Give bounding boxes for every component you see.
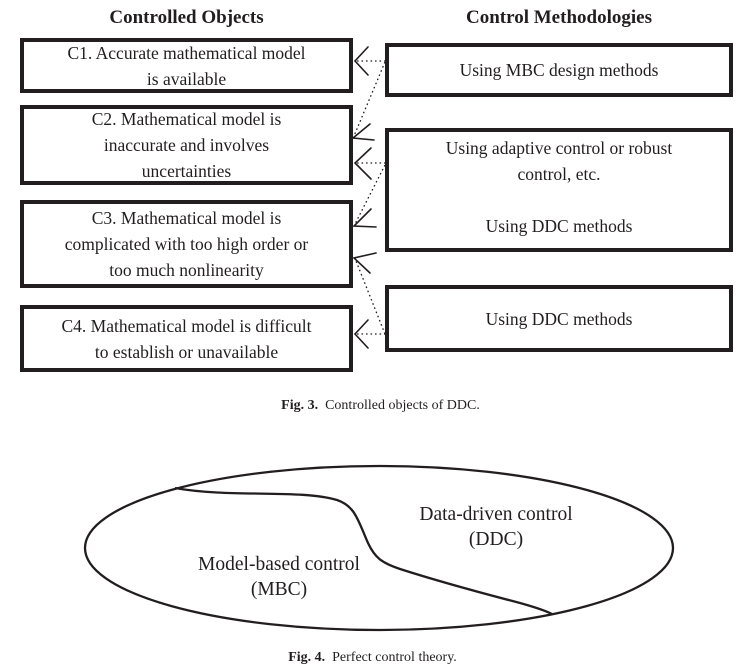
box-text-line: Using adaptive control or robust	[445, 138, 673, 158]
controlled-object-box-c3	[20, 200, 353, 288]
box-text-line: complicated with too high order or	[64, 234, 309, 254]
fig4-caption	[0, 648, 745, 668]
column-header-controlled-objects: Controlled Objects	[109, 7, 264, 28]
box-text-line: Using DDC methods	[485, 308, 633, 329]
box-text-line: uncertainties	[141, 161, 232, 181]
box-text-line: inaccurate and involves	[103, 135, 270, 155]
box-text-line: too much nonlinearity	[109, 260, 264, 280]
box-text-line: Using MBC design methods	[459, 60, 659, 80]
arrow-head-r1-to-c1	[355, 47, 368, 75]
controlled-object-box-c4	[20, 305, 353, 372]
perfect-control-ellipse	[85, 466, 673, 630]
fig4-caption-label: Fig. 4.	[288, 650, 326, 665]
mbc-label-line: Model-based control	[198, 554, 360, 575]
methodology-box-mbc	[385, 43, 733, 97]
arrow-head-r3-to-c3	[354, 253, 376, 273]
box-text-line: control, etc.	[517, 164, 601, 184]
fig3-caption-label: Fig. 3.	[281, 398, 319, 413]
ddc-label-line: Data-driven control	[419, 504, 573, 525]
arrow-head-r1-to-c2	[353, 124, 374, 140]
box-text-line: to establish or unavailable	[94, 341, 279, 362]
box-text-line: C4. Mathematical model is difficult	[61, 315, 312, 336]
arrow-line-r3-to-c3	[356, 261, 385, 334]
mbc-label-line: (MBC)	[250, 579, 308, 600]
arrow-head-r2-to-c3	[354, 209, 376, 227]
box-text-line: C2. Mathematical model is	[91, 109, 282, 129]
methodology-box-ddc	[385, 285, 733, 352]
arrow-line-r2-to-c3	[355, 165, 385, 224]
box-text-line: is available	[146, 68, 227, 89]
arrow-head-r2-to-c2	[355, 148, 371, 179]
controlled-object-box-c2	[20, 105, 353, 185]
fig3-caption	[8, 396, 745, 416]
column-header-control-methodologies: Control Methodologies	[466, 7, 652, 28]
fig4-caption-text: Perfect control theory.	[332, 650, 457, 665]
controlled-object-box-c1	[20, 38, 353, 93]
ddc-region-label	[419, 502, 572, 552]
fig3-caption-text: Controlled objects of DDC.	[325, 398, 480, 413]
methodology-box-adaptive-robust-ddc	[385, 128, 733, 252]
arrow-head-r3-to-c4	[355, 320, 368, 348]
mbc-region-label	[198, 552, 360, 602]
arrow-line-r1-to-c2	[354, 62, 385, 136]
ddc-label-line: (DDC)	[468, 529, 524, 550]
box-text-line: C1. Accurate mathematical model	[67, 42, 306, 63]
box-text-line: Using DDC methods	[485, 216, 633, 236]
box-text-line: C3. Mathematical model is	[91, 208, 282, 228]
fig4-venn-layer	[0, 420, 745, 648]
